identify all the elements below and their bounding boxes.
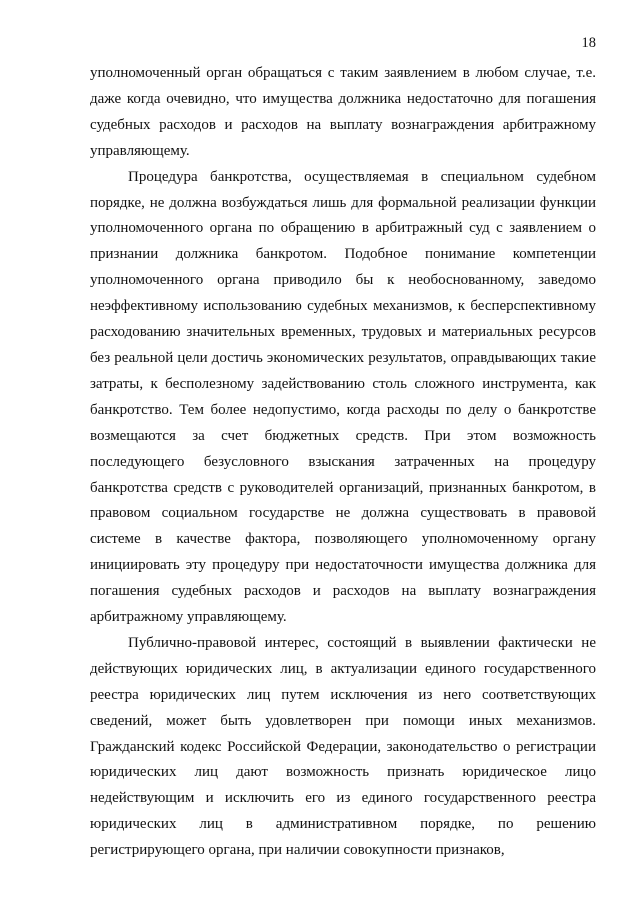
page-number: 18: [581, 35, 596, 51]
paragraph-bankruptcy-procedure: Процедура банкротства, осуществляемая в специальном судебном порядке, не должна возбуждаться лишь для формальной реализации функции уполномоченного органа по обращению в арбитражный суд с заявлением о признании должника банкротом. Подобное понимание компетенции уполномоченного органа приводило бы к необоснованному, заведомо неэффективному использованию судебных механизмов, к бесперспективному расходованию значительных временных, трудовых и материальных ресурсов без реальной цели достичь экономических результатов, оправдывающих такие затраты, к бесполезному задействованию столь сложного инструмента, как банкротство. Тем более недопустимо, когда расходы по делу о банкротстве возмещаются за счет бюджетных средств. При этом возможность последующего безусловного взыскания затраченных на процедуру банкротства средств с руководителей организаций, признанных банкротом, в правовом социальном государстве не должна существовать в правовой системе в качестве фактора, позволяющего уполномоченному органу инициировать эту процедуру при недостаточности имущества должника для погашения судебных расходов и расходов на выплату вознаграждения арбитражному управляющему.: [90, 168, 596, 626]
paragraph-public-interest: Публично-правовой интерес, состоящий в выявлении фактически не действующих юридических лиц, в актуализации единого государственного реестра юридических лиц путем исключения из него соответствующих сведений, может быть удовлетворен при помощи иных механизмов. Гражданский кодекс Российской Федерации, законодательство о регистрации юридических лиц дают возможность признать юридическое лицо недействующим и исключить его из единого государственного реестра юридических лиц в административном порядке, по решению регистрирующего органа, при наличии совокупности признаков,: [90, 634, 596, 859]
paragraph-continuation: уполномоченный орган обращаться с таким заявлением в любом случае, т.е. даже когда очевидно, что имущества должника недостаточно для погашения судебных расходов и расходов на выплату вознаграждения арбитражному управляющему.: [90, 65, 596, 159]
document-body: [90, 61, 596, 864]
